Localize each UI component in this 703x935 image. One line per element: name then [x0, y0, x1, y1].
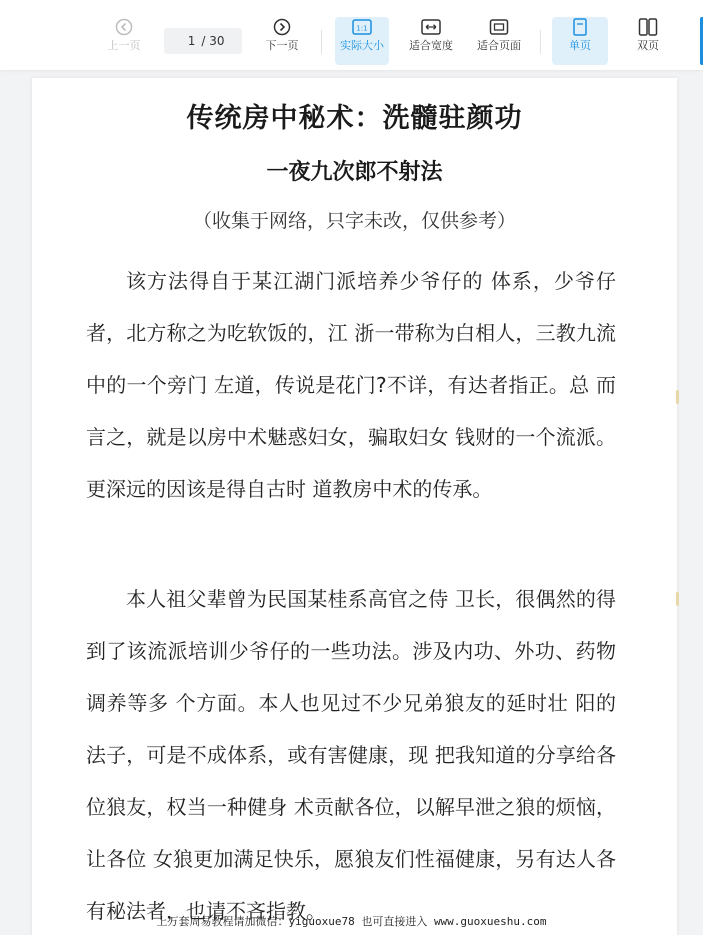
fit-page-label: 适合页面 — [477, 39, 521, 52]
document-title: 传统房中秘术：洗髓驻颜功 — [186, 103, 523, 134]
watermark-text: 上万套周易教程请加微信：yiguoxue78 也可直接进入 www.guoxueshu.com — [156, 915, 547, 928]
actual-size-button[interactable] — [335, 17, 389, 65]
chevron-left-icon — [115, 17, 133, 37]
toolbar-divider — [540, 30, 541, 54]
double-page-button[interactable] — [622, 17, 674, 65]
single-page-label: 单页 — [569, 39, 591, 52]
prev-page-button[interactable] — [104, 17, 144, 65]
paragraph: 本人祖父辈曾为民国某桂系高官之侍 卫长，很偶然的得到了该流派培训少爷仔的一些功法。涉及内功、外功、药物调养等多 个方面。本人也见过不少兄弟狼友的延时壮 阳的法子，可是不成体系，或有害健康，现 把我知道的分享给各位狼友，权当一种健身 术贡献各位，以解早泄之狼的烦恼，让各位 女狼更加满足快乐，愿狼友们性福健康，另有达人各有秘法者，也请不吝指教。 — [86, 587, 616, 923]
prev-page-label: 上一页 — [107, 39, 141, 52]
toolbar-divider — [321, 30, 322, 54]
document-page — [32, 78, 677, 935]
document-subtitle: 一夜九次郎不射法 — [266, 160, 443, 185]
fit-width-icon — [421, 17, 441, 37]
double-page-label: 双页 — [637, 39, 659, 52]
fit-width-button[interactable] — [404, 17, 458, 65]
page-number-box — [164, 28, 242, 54]
next-page-button[interactable] — [262, 17, 302, 65]
next-page-label: 下一页 — [265, 39, 299, 52]
svg-text:1:1: 1:1 — [356, 24, 368, 33]
fit-page-icon — [489, 17, 509, 37]
fit-width-label: 适合宽度 — [409, 39, 453, 52]
single-page-icon — [572, 17, 588, 37]
fit-page-button[interactable] — [472, 17, 526, 65]
actual-size-icon — [352, 17, 372, 37]
double-page-icon — [638, 17, 658, 37]
paragraph: 该方法得自于某江湖门派培养少爷仔的 体系，少爷仔者，北方称之为吃软饭的，江 浙一带称为白相人，三教九流中的一个旁门 左道，传说是花门?不详，有达者指正。总 而言之，就是以房中术魅惑妇女，骗取妇女 钱财的一个流派。更深远的因该是得自古时 道教房中术的传承。 — [86, 269, 616, 501]
decorative-mark — [676, 592, 679, 606]
actual-size-label: 实际大小 — [340, 39, 384, 52]
chevron-right-icon — [273, 17, 291, 37]
page-number-input[interactable] — [181, 34, 195, 48]
toolbar — [0, 0, 703, 70]
decorative-mark — [676, 390, 679, 404]
document-note: （收集于网络，只字未改，仅供参考） — [192, 210, 516, 232]
single-page-button[interactable] — [552, 17, 608, 65]
page-total: / 30 — [201, 34, 225, 48]
